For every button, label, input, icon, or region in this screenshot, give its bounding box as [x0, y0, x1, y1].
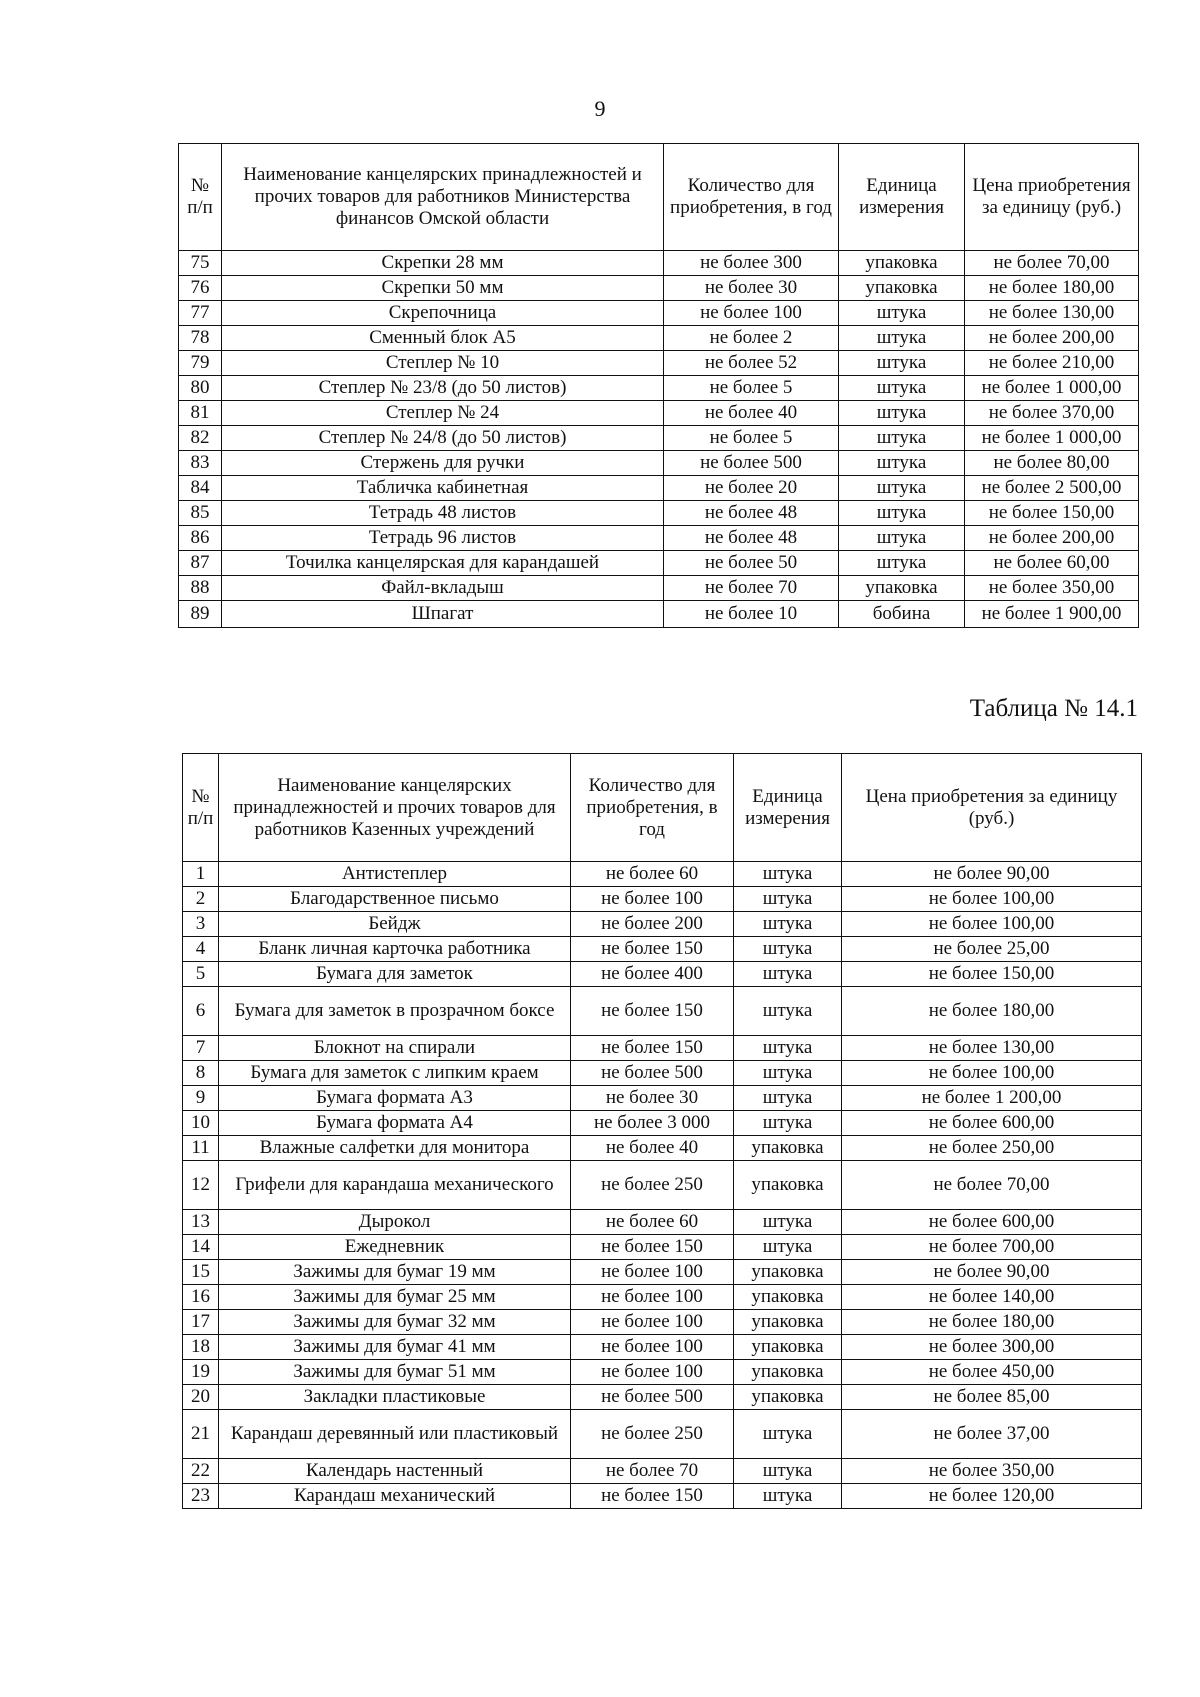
- cell-num: 22: [183, 1459, 219, 1484]
- cell-price: не более 1 000,00: [965, 426, 1139, 451]
- table-row: [179, 351, 1139, 376]
- cell-name: Степлер № 24/8 (до 50 листов): [222, 426, 664, 451]
- header-price: Цена приобретения за единицу (руб.): [965, 144, 1139, 251]
- header-qty: Количество для приобретения, в год: [664, 144, 839, 251]
- cell-price: не более 370,00: [965, 401, 1139, 426]
- table-row: [183, 1111, 1142, 1136]
- table-row: [179, 301, 1139, 326]
- cell-name: Тетрадь 48 листов: [222, 501, 664, 526]
- cell-unit: штука: [734, 862, 842, 887]
- cell-price: не более 450,00: [842, 1360, 1142, 1385]
- cell-unit: штука: [839, 501, 965, 526]
- table-row: [183, 1484, 1142, 1509]
- cell-name: Сменный блок А5: [222, 326, 664, 351]
- cell-num: 82: [179, 426, 222, 451]
- cell-unit: упаковка: [839, 576, 965, 601]
- cell-qty: не более 300: [664, 251, 839, 276]
- cell-qty: не более 500: [571, 1061, 734, 1086]
- cell-name: Скрепки 50 мм: [222, 276, 664, 301]
- table-row: [183, 1061, 1142, 1086]
- table-row: [183, 1210, 1142, 1235]
- cell-qty: не более 70: [664, 576, 839, 601]
- cell-unit: штука: [839, 551, 965, 576]
- cell-price: не более 130,00: [842, 1036, 1142, 1061]
- cell-unit: штука: [839, 301, 965, 326]
- cell-unit: штука: [734, 1061, 842, 1086]
- cell-name: Карандаш механический: [219, 1484, 571, 1509]
- cell-qty: не более 48: [664, 526, 839, 551]
- cell-price: не более 200,00: [965, 326, 1139, 351]
- cell-name: Карандаш деревянный или пластиковый: [219, 1410, 571, 1459]
- cell-name: Шпагат: [222, 601, 664, 628]
- cell-qty: не более 100: [571, 1285, 734, 1310]
- cell-qty: не более 100: [571, 1360, 734, 1385]
- cell-unit: штука: [839, 351, 965, 376]
- page-number: 9: [594, 96, 606, 121]
- stationery-table-institutions: [182, 753, 1142, 1509]
- cell-qty: не более 70: [571, 1459, 734, 1484]
- table-row: [179, 326, 1139, 351]
- table-row: [183, 937, 1142, 962]
- cell-num: 88: [179, 576, 222, 601]
- cell-unit: штука: [839, 526, 965, 551]
- table-row: [183, 987, 1142, 1036]
- cell-num: 8: [183, 1061, 219, 1086]
- cell-price: не более 25,00: [842, 937, 1142, 962]
- cell-price: не более 210,00: [965, 351, 1139, 376]
- cell-qty: не более 50: [664, 551, 839, 576]
- cell-name: Антистеплер: [219, 862, 571, 887]
- cell-unit: штука: [734, 1036, 842, 1061]
- cell-num: 14: [183, 1235, 219, 1260]
- cell-name: Блокнот на спирали: [219, 1036, 571, 1061]
- cell-price: не более 90,00: [842, 1260, 1142, 1285]
- cell-price: не более 300,00: [842, 1335, 1142, 1360]
- cell-name: Дырокол: [219, 1210, 571, 1235]
- cell-num: 84: [179, 476, 222, 501]
- cell-name: Зажимы для бумаг 41 мм: [219, 1335, 571, 1360]
- cell-num: 83: [179, 451, 222, 476]
- cell-unit: штука: [734, 962, 842, 987]
- cell-qty: не более 500: [571, 1385, 734, 1410]
- table-row: [183, 1459, 1142, 1484]
- cell-qty: не более 5: [664, 426, 839, 451]
- cell-name: Бумага для заметок: [219, 962, 571, 987]
- table-row: [179, 476, 1139, 501]
- table-row: [183, 912, 1142, 937]
- cell-unit: упаковка: [734, 1335, 842, 1360]
- cell-price: не более 1 200,00: [842, 1086, 1142, 1111]
- cell-qty: не более 30: [664, 276, 839, 301]
- table-row: [179, 426, 1139, 451]
- header-name: Наименование канцелярских принадлежностей и прочих товаров для работников Министерства финансов Омской области: [222, 144, 664, 251]
- cell-name: Бумага для заметок в прозрачном боксе: [219, 987, 571, 1036]
- cell-num: 18: [183, 1335, 219, 1360]
- cell-num: 17: [183, 1310, 219, 1335]
- cell-unit: упаковка: [734, 1385, 842, 1410]
- cell-unit: штука: [839, 476, 965, 501]
- cell-qty: не более 150: [571, 1036, 734, 1061]
- cell-price: не более 180,00: [842, 1310, 1142, 1335]
- cell-num: 80: [179, 376, 222, 401]
- cell-unit: упаковка: [839, 251, 965, 276]
- cell-name: Зажимы для бумаг 19 мм: [219, 1260, 571, 1285]
- cell-unit: упаковка: [734, 1161, 842, 1210]
- cell-name: Файл-вкладыш: [222, 576, 664, 601]
- cell-price: не более 2 500,00: [965, 476, 1139, 501]
- table-row: [179, 601, 1139, 628]
- cell-num: 75: [179, 251, 222, 276]
- table-row: [179, 401, 1139, 426]
- cell-name: Зажимы для бумаг 51 мм: [219, 1360, 571, 1385]
- table-row: [183, 1235, 1142, 1260]
- header-unit: Единица измерения: [839, 144, 965, 251]
- table-caption: Таблица № 14.1: [969, 695, 1138, 722]
- cell-price: не более 80,00: [965, 451, 1139, 476]
- cell-num: 85: [179, 501, 222, 526]
- table-row: [179, 526, 1139, 551]
- cell-num: 9: [183, 1086, 219, 1111]
- cell-price: не более 180,00: [842, 987, 1142, 1036]
- table-row: [183, 862, 1142, 887]
- cell-qty: не более 200: [571, 912, 734, 937]
- cell-unit: бобина: [839, 601, 965, 628]
- cell-num: 2: [183, 887, 219, 912]
- cell-price: не более 100,00: [842, 912, 1142, 937]
- table-row: [179, 551, 1139, 576]
- cell-num: 77: [179, 301, 222, 326]
- cell-num: 15: [183, 1260, 219, 1285]
- cell-name: Бумага для заметок с липким краем: [219, 1061, 571, 1086]
- cell-name: Табличка кабинетная: [222, 476, 664, 501]
- cell-unit: штука: [839, 401, 965, 426]
- header-num: № п/п: [183, 754, 219, 862]
- table-header-row: [183, 754, 1142, 862]
- cell-price: не более 200,00: [965, 526, 1139, 551]
- cell-price: не более 120,00: [842, 1484, 1142, 1509]
- cell-name: Скрепочница: [222, 301, 664, 326]
- cell-num: 12: [183, 1161, 219, 1210]
- table-row: [179, 376, 1139, 401]
- cell-num: 10: [183, 1111, 219, 1136]
- table-row: [183, 1285, 1142, 1310]
- cell-name: Зажимы для бумаг 25 мм: [219, 1285, 571, 1310]
- cell-price: не более 250,00: [842, 1136, 1142, 1161]
- cell-num: 78: [179, 326, 222, 351]
- table-row: [183, 1136, 1142, 1161]
- cell-qty: не более 10: [664, 601, 839, 628]
- cell-name: Зажимы для бумаг 32 мм: [219, 1310, 571, 1335]
- cell-unit: упаковка: [734, 1285, 842, 1310]
- table-row: [179, 501, 1139, 526]
- cell-qty: не более 5: [664, 376, 839, 401]
- cell-num: 81: [179, 401, 222, 426]
- cell-unit: штука: [839, 376, 965, 401]
- cell-unit: штука: [734, 1459, 842, 1484]
- stationery-table-ministry: [178, 143, 1139, 628]
- cell-num: 21: [183, 1410, 219, 1459]
- header-unit: Единица измерения: [734, 754, 842, 862]
- cell-num: 79: [179, 351, 222, 376]
- table-row: [183, 1310, 1142, 1335]
- cell-unit: упаковка: [734, 1360, 842, 1385]
- cell-unit: штука: [734, 1086, 842, 1111]
- cell-price: не более 600,00: [842, 1111, 1142, 1136]
- cell-qty: не более 60: [571, 862, 734, 887]
- table-row: [183, 1086, 1142, 1111]
- cell-qty: не более 100: [571, 1260, 734, 1285]
- cell-unit: штука: [734, 937, 842, 962]
- cell-num: 87: [179, 551, 222, 576]
- cell-name: Степлер № 10: [222, 351, 664, 376]
- table-row: [183, 1360, 1142, 1385]
- cell-qty: не более 400: [571, 962, 734, 987]
- header-price: Цена приобретения за единицу (руб.): [842, 754, 1142, 862]
- cell-name: Бланк личная карточка работника: [219, 937, 571, 962]
- cell-name: Календарь настенный: [219, 1459, 571, 1484]
- cell-name: Бумага формата А4: [219, 1111, 571, 1136]
- cell-name: Точилка канцелярская для карандашей: [222, 551, 664, 576]
- cell-num: 86: [179, 526, 222, 551]
- cell-num: 23: [183, 1484, 219, 1509]
- cell-price: не более 70,00: [965, 251, 1139, 276]
- cell-name: Благодарственное письмо: [219, 887, 571, 912]
- cell-qty: не более 60: [571, 1210, 734, 1235]
- table-row: [179, 251, 1139, 276]
- cell-name: Степлер № 23/8 (до 50 листов): [222, 376, 664, 401]
- header-qty: Количество для приобретения, в год: [571, 754, 734, 862]
- header-name: Наименование канцелярских принадлежностей и прочих товаров для работников Казенных учреждений: [219, 754, 571, 862]
- cell-qty: не более 48: [664, 501, 839, 526]
- cell-unit: штука: [734, 1210, 842, 1235]
- cell-name: Влажные салфетки для монитора: [219, 1136, 571, 1161]
- cell-name: Тетрадь 96 листов: [222, 526, 664, 551]
- cell-price: не более 350,00: [965, 576, 1139, 601]
- cell-unit: штука: [734, 912, 842, 937]
- table-row: [183, 887, 1142, 912]
- cell-name: Ежедневник: [219, 1235, 571, 1260]
- table-row: [183, 1161, 1142, 1210]
- cell-name: Стержень для ручки: [222, 451, 664, 476]
- header-num: № п/п: [179, 144, 222, 251]
- cell-qty: не более 52: [664, 351, 839, 376]
- cell-num: 19: [183, 1360, 219, 1385]
- cell-num: 76: [179, 276, 222, 301]
- cell-num: 7: [183, 1036, 219, 1061]
- cell-unit: упаковка: [734, 1260, 842, 1285]
- cell-qty: не более 40: [664, 401, 839, 426]
- cell-qty: не более 150: [571, 937, 734, 962]
- cell-price: не более 100,00: [842, 1061, 1142, 1086]
- table-row: [183, 1260, 1142, 1285]
- cell-num: 6: [183, 987, 219, 1036]
- cell-unit: штука: [734, 987, 842, 1036]
- cell-unit: упаковка: [734, 1136, 842, 1161]
- cell-unit: штука: [839, 426, 965, 451]
- cell-price: не более 37,00: [842, 1410, 1142, 1459]
- cell-unit: упаковка: [839, 276, 965, 301]
- cell-price: не более 700,00: [842, 1235, 1142, 1260]
- cell-name: Скрепки 28 мм: [222, 251, 664, 276]
- cell-price: не более 140,00: [842, 1285, 1142, 1310]
- cell-unit: штука: [734, 1484, 842, 1509]
- table-row: [183, 1036, 1142, 1061]
- cell-num: 16: [183, 1285, 219, 1310]
- table-header-row: [179, 144, 1139, 251]
- cell-qty: не более 20: [664, 476, 839, 501]
- cell-num: 4: [183, 937, 219, 962]
- cell-name: Степлер № 24: [222, 401, 664, 426]
- cell-num: 13: [183, 1210, 219, 1235]
- cell-num: 3: [183, 912, 219, 937]
- table-row: [179, 576, 1139, 601]
- cell-qty: не более 100: [571, 1335, 734, 1360]
- cell-qty: не более 100: [571, 887, 734, 912]
- cell-qty: не более 150: [571, 1235, 734, 1260]
- table-row: [179, 276, 1139, 301]
- table-row: [183, 962, 1142, 987]
- cell-name: Закладки пластиковые: [219, 1385, 571, 1410]
- cell-price: не более 1 000,00: [965, 376, 1139, 401]
- cell-qty: не более 250: [571, 1161, 734, 1210]
- cell-price: не более 100,00: [842, 887, 1142, 912]
- cell-qty: не более 100: [571, 1310, 734, 1335]
- cell-price: не более 130,00: [965, 301, 1139, 326]
- cell-qty: не более 40: [571, 1136, 734, 1161]
- cell-unit: штука: [734, 1111, 842, 1136]
- cell-price: не более 60,00: [965, 551, 1139, 576]
- cell-num: 5: [183, 962, 219, 987]
- cell-num: 11: [183, 1136, 219, 1161]
- cell-qty: не более 2: [664, 326, 839, 351]
- cell-unit: штука: [839, 451, 965, 476]
- cell-price: не более 350,00: [842, 1459, 1142, 1484]
- cell-num: 1: [183, 862, 219, 887]
- cell-price: не более 70,00: [842, 1161, 1142, 1210]
- cell-price: не более 600,00: [842, 1210, 1142, 1235]
- cell-qty: не более 250: [571, 1410, 734, 1459]
- table-row: [183, 1385, 1142, 1410]
- cell-unit: упаковка: [734, 1310, 842, 1335]
- cell-name: Грифели для карандаша механического: [219, 1161, 571, 1210]
- cell-name: Бумага формата А3: [219, 1086, 571, 1111]
- cell-unit: штука: [734, 1410, 842, 1459]
- cell-qty: не более 100: [664, 301, 839, 326]
- cell-price: не более 180,00: [965, 276, 1139, 301]
- table-row: [183, 1335, 1142, 1360]
- cell-qty: не более 3 000: [571, 1111, 734, 1136]
- cell-unit: штука: [734, 887, 842, 912]
- cell-name: Бейдж: [219, 912, 571, 937]
- cell-num: 89: [179, 601, 222, 628]
- table-row: [183, 1410, 1142, 1459]
- cell-unit: штука: [734, 1235, 842, 1260]
- cell-qty: не более 150: [571, 1484, 734, 1509]
- cell-num: 20: [183, 1385, 219, 1410]
- cell-price: не более 150,00: [965, 501, 1139, 526]
- table-row: [179, 451, 1139, 476]
- cell-qty: не более 150: [571, 987, 734, 1036]
- cell-qty: не более 30: [571, 1086, 734, 1111]
- cell-price: не более 1 900,00: [965, 601, 1139, 628]
- cell-price: не более 85,00: [842, 1385, 1142, 1410]
- cell-qty: не более 500: [664, 451, 839, 476]
- cell-price: не более 150,00: [842, 962, 1142, 987]
- cell-unit: штука: [839, 326, 965, 351]
- cell-price: не более 90,00: [842, 862, 1142, 887]
